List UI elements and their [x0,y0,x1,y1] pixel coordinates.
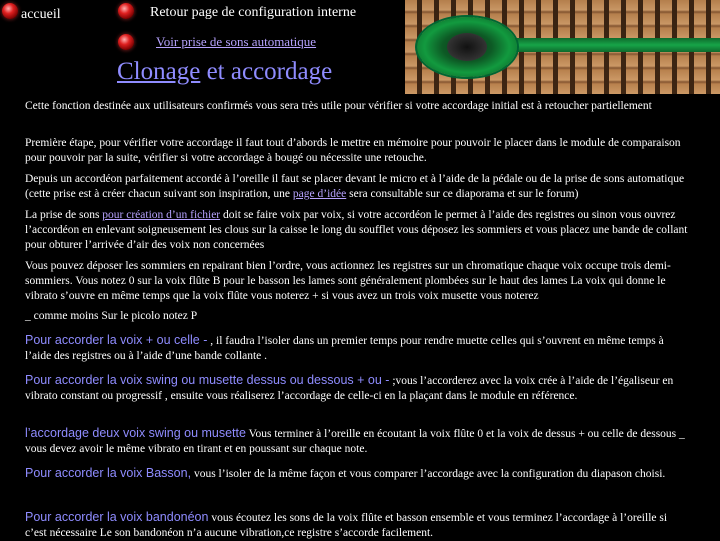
text: La prise de sons [25,209,100,221]
home-link[interactable]: accueil [21,7,61,22]
paragraph-picolo: _ comme moins Sur le picolo notez P [25,310,198,322]
heading-two-voices: l’accordage deux voix swing ou musette [25,426,246,440]
auto-bullet-icon [118,34,134,50]
paragraph-bandoneon [25,510,690,541]
accordion-reeds-photo [405,0,720,94]
paragraph-two-voices [25,426,690,457]
text: vous écoutez les sons de la voix flûte et basson ensemble et vous terminez l’accordage à l’oreille si c’est nécessaire Le son bandonéon n’a aucune vibration,ce registre s’accorde facilement. [25,512,668,539]
heading-voice-plus-minus: Pour accorder la voix + ou celle - [25,333,208,347]
paragraph-basson [25,466,690,482]
text: sera consultable sur ce diaporama et sur le forum) [349,188,579,200]
text: , il faudra l’isoler dans un premier temps pour rendre muette celles qui s’ouvrent en même temps à l’aide des registres ou à l’aide d’une bande collante . [25,335,664,362]
text: ;vous l’accorderez avec la voix crée à l’aide de l’égaliseur en vibrato constant ou progressif , ensuite vous réaliserez l’accordage de celle-ci en la plaçant dans le module en référence. [25,375,674,402]
paragraph-first-step: Première étape, pour vérifier votre accordage il faut tout d’abords le mettre en mémoire pour pouvoir le placer dans le module de comparaison pour pouvoir par la suite, vérifier si votre accordage à bougé ou nécessite une retouche. [25,137,681,164]
text: doit se faire voix par voix, si votre accordéon le permet à l’aide des registres ou sinon vous ouvrez l’accordéon en enlevant soigneusement les clous sur la caisse le long du soufflet vous déposez les sommiers et vous placez une bande de collant pour obturer l’arrivée d’air des voix non concernées [25,209,688,251]
text: Vous terminer à l’oreille en écoutant la voix flûte 0 et la voix de dessus + ou celle de dessous _ vous devez avoir le même vibrato en tirant et en poussant sur chaque note. [25,428,685,455]
home-bullet-icon [2,3,18,19]
config-link[interactable]: Retour page de configuration interne [150,5,357,20]
heading-bandoneon: Pour accorder la voix bandonéon [25,510,209,524]
text: vous l’isoler de la même façon et vous comparer l’accordage avec la configuration du diapason choisi. [193,468,666,480]
paragraph-voice-by-voice [25,208,690,253]
heading-swing-musette: Pour accorder la voix swing ou musette dessus ou dessous + ou - [25,373,390,387]
paragraph-recording [25,172,690,202]
page-title-link[interactable]: Clonage [117,58,201,85]
page-title [117,58,332,86]
page-title-rest: et accordage [206,58,333,85]
paragraph-voice-plus-minus [25,333,690,364]
config-bullet-icon [118,3,134,19]
paragraph-sommiers: Vous pouvez déposer les sommiers en repairant bien l’ordre, vous actionnez les registres sur un chromatique chaque voix occupe trois demi- sommiers. Vous notez 0 sur la voix flûte B pour le basson les lames sont généralement plombées sur le haut des lames La voix qui donne le vibrato s’ouvre en même temps que la voix flûte vous noterez + si vous avez un trois voix musette vous noterez [25,260,671,302]
idea-page-link[interactable]: page d’idée [292,188,347,200]
paragraph-swing-musette [25,373,690,404]
file-creation-link[interactable]: pour création d’un fichier [102,209,221,221]
text: Depuis un accordéon parfaitement accordé à l’oreille il faut se placer devant le micro et à l’aide de la pédale ou de la prise de sons automatique (cette prise est à créer chacun suivant son inspiration, une [25,173,685,200]
auto-sound-link[interactable]: Voir prise de sons automatique [156,34,317,49]
heading-basson: Pour accorder la voix Basson, [25,466,192,480]
paragraph-intro: Cette fonction destinée aux utilisateurs confirmés vous sera très utile pour vérifier si votre accordage initial est à retoucher partiellement [25,100,652,112]
